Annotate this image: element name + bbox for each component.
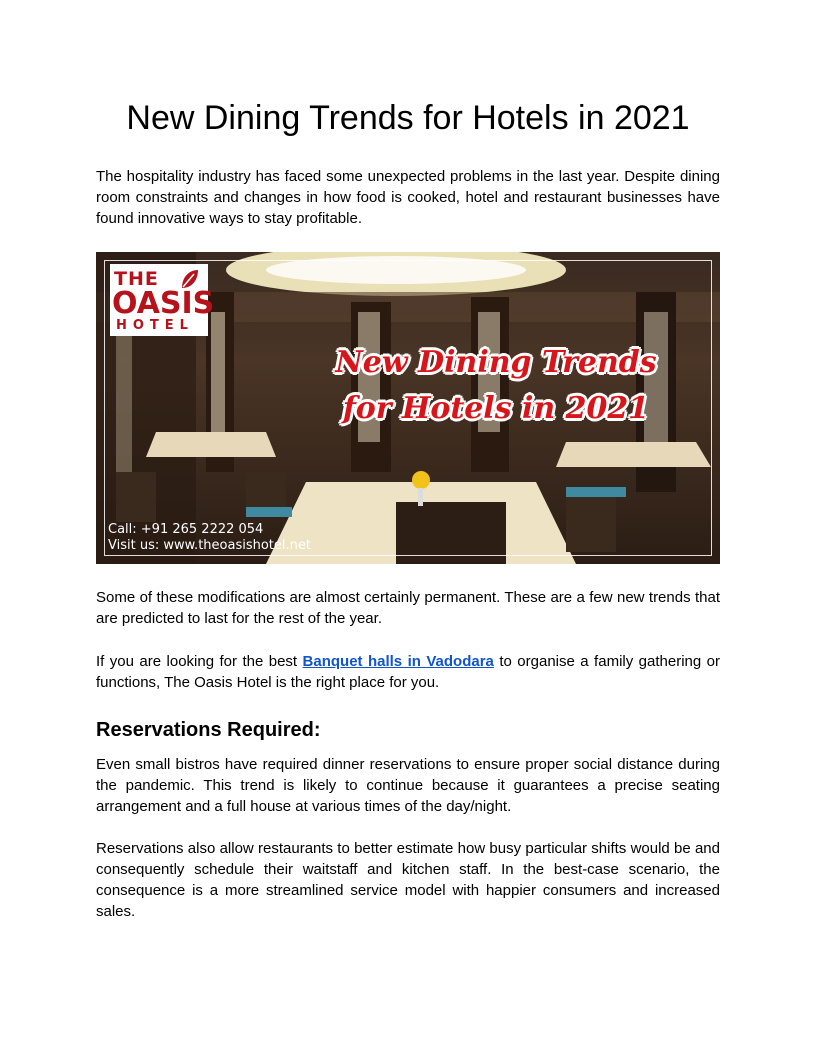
paragraph-modifications: Some of these modifications are almost certainly permanent. These are a few new trends that are predicted to last for the rest of the year. bbox=[96, 589, 720, 627]
paragraph-reservations-1: Even small bistros have required dinner reservations to ensure proper social distance during the pandemic. This trend is likely to continue because it guarantees a precise seating arrangement and a full house at various times of the day/night. bbox=[96, 756, 720, 815]
banner-headline-line1: New Dining Trends bbox=[335, 345, 657, 380]
banner-website: Visit us: www.theoasishotel.net bbox=[108, 538, 311, 553]
section-heading-reservations: Reservations Required: bbox=[96, 719, 321, 741]
page-title: New Dining Trends for Hotels in 2021 bbox=[126, 99, 690, 137]
banner-headline-line2: for Hotels in 2021 bbox=[342, 391, 650, 426]
banner-headline bbox=[296, 340, 696, 432]
hotel-logo: THE OASIS HOTEL bbox=[110, 264, 208, 336]
banner-phone: Call: +91 265 2222 054 bbox=[108, 522, 264, 537]
banner-contact bbox=[108, 522, 311, 554]
banquet-halls-link[interactable]: Banquet halls in Vadodara bbox=[302, 653, 494, 670]
paragraph-banquet: If you are looking for the best Banquet halls in Vadodara to organise a family gathering or functions, The Oasis Hotel is the right place for you. bbox=[96, 653, 720, 691]
banner-image bbox=[96, 252, 720, 564]
paragraph-reservations-2: Reservations also allow restaurants to better estimate how busy particular shifts would be and consequently schedule their waitstaff and kitchen staff. In the best-case scenario, the consequence is a more streamlined service model with happier consumers and increased sales. bbox=[96, 840, 720, 920]
intro-paragraph: The hospitality industry has faced some unexpected problems in the last year. Despite dining room constraints and changes in how food is cooked, hotel and restaurant businesses have found innovative ways to stay profitable. bbox=[96, 168, 720, 227]
